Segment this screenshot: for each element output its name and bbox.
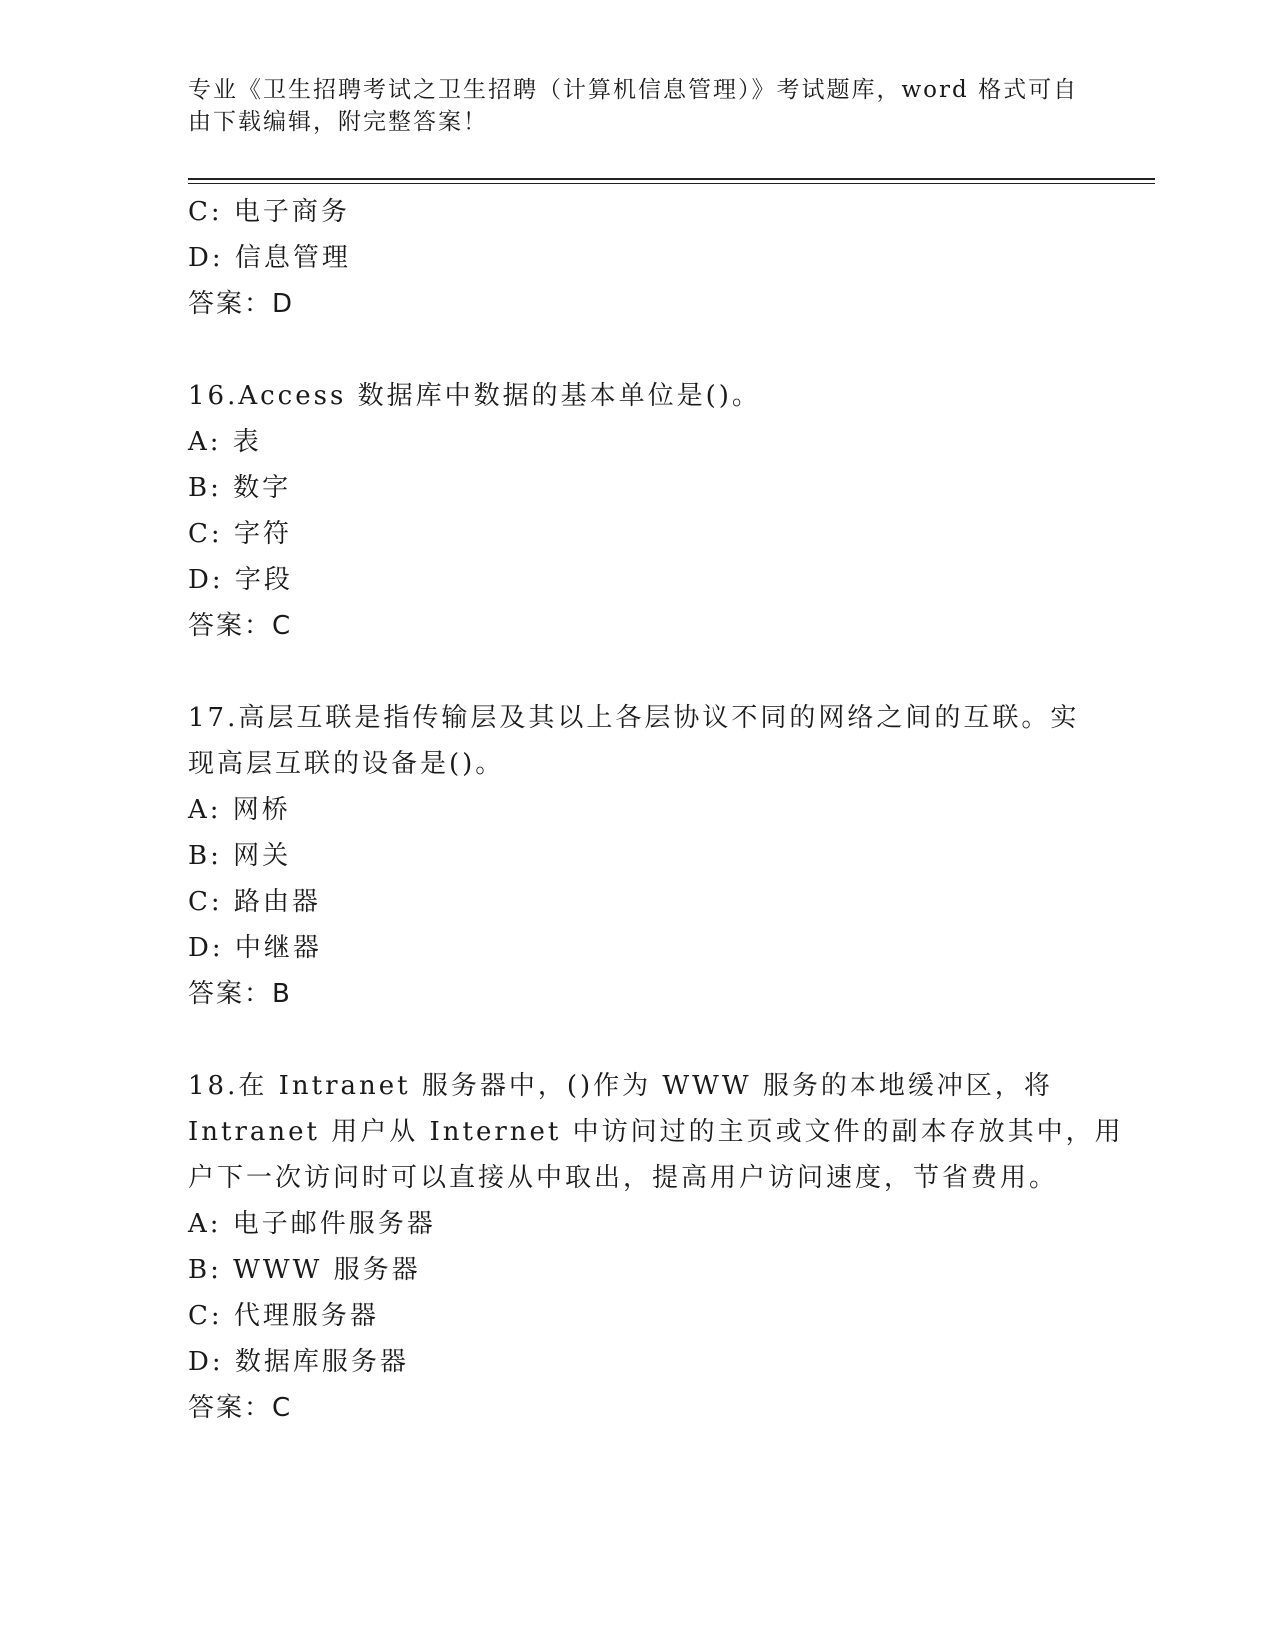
spacer [188,327,1088,373]
option-c: C: 字符 [188,519,292,549]
question-list [188,189,1124,1431]
document-header [188,74,1088,138]
option-d: D: 字段 [188,565,293,595]
answer-line: 答案：D [188,289,295,319]
answer-line: 答案：C [188,1393,293,1423]
question-block-18 [188,1063,1124,1431]
question-block-prev [188,189,1088,327]
answer-line: 答案：C [188,611,293,641]
option-b: B: WWW 服务器 [188,1255,421,1285]
question-stem: 17.高层互联是指传输层及其以上各层协议不同的网络之间的互联。实 [188,703,1080,733]
option-c: C: 电子商务 [188,197,350,227]
header-rule-thick [188,178,1155,180]
option-c: C: 代理服务器 [188,1301,379,1331]
question-stem: 18.在 Intranet 服务器中，()作为 WWW 服务的本地缓冲区，将 [188,1071,1053,1101]
header-line-2: 由下载编辑，附完整答案！ [188,109,488,135]
spacer [188,649,1088,695]
option-a: A: 表 [188,427,262,457]
question-stem: 16.Access 数据库中数据的基本单位是()。 [188,381,761,411]
question-stem: 户下一次访问时可以直接从中取出，提高用户访问速度，节省费用。 [188,1163,1059,1193]
header-rule-thin [188,183,1155,184]
question-stem: 现高层互联的设备是()。 [188,749,505,779]
option-a: A: 电子邮件服务器 [188,1209,436,1239]
question-block-16 [188,373,1088,649]
question-stem: Intranet 用户从 Internet 中访问过的主页或文件的副本存放其中，用 [188,1117,1124,1147]
header-line-1: 专业《卫生招聘考试之卫生招聘（计算机信息管理）》考试题库，word 格式可自 [188,77,1079,103]
option-a: A: 网桥 [188,795,291,825]
option-d: D: 中继器 [188,933,322,963]
question-block-17 [188,695,1088,1017]
option-d: D: 数据库服务器 [188,1347,409,1377]
option-b: B: 网关 [188,841,292,871]
option-b: B: 数字 [188,473,292,503]
spacer [188,1017,1088,1063]
option-d: D: 信息管理 [188,243,351,273]
answer-line: 答案：B [188,979,292,1009]
option-c: C: 路由器 [188,887,321,917]
